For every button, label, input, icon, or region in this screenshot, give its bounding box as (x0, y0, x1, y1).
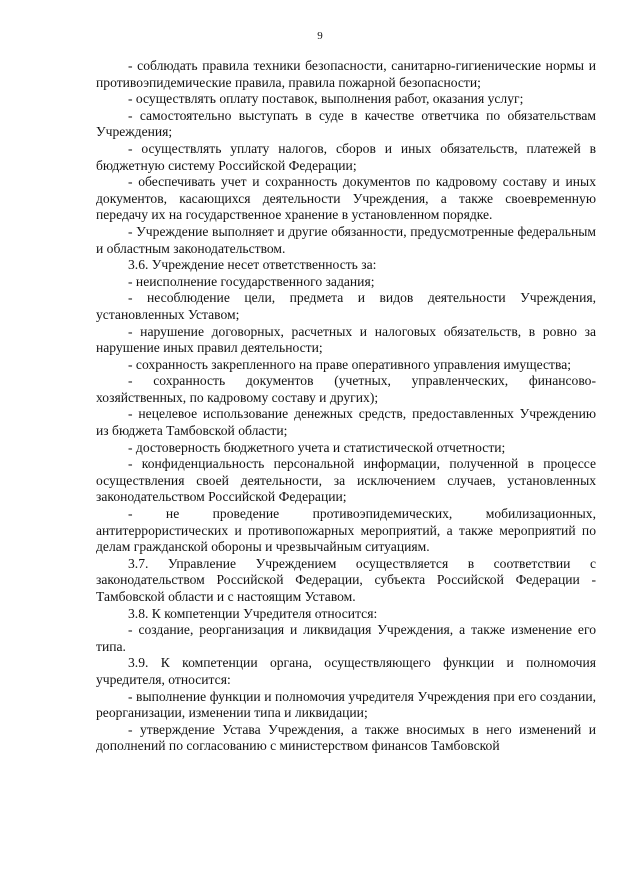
section-heading: 3.8. К компетенции Учредителя относится: (128, 605, 378, 621)
paragraph: - несоблюдение цели, предмета и видов деятельности Учреждения, установленных Уставом; (96, 290, 596, 322)
section-paragraph: 3.7. Управление Учреждением осуществляется в соответствии с законодательством Российской Федерации, субъекта Российской Федерации - Тамбовской области и с настоящим Уставом. (96, 555, 596, 604)
paragraph: - сохранность закрепленного на праве оперативного управления имущества; (128, 356, 572, 372)
paragraph: - самостоятельно выступать в суде в качестве ответчика по обязательствам Учреждения; (96, 107, 596, 140)
paragraph: - осуществлять уплату налогов, сборов и иных обязательств, платежей в бюджетную систему Российской Федерации; (96, 140, 596, 173)
paragraph: - достоверность бюджетного учета и статистической отчетности; (128, 439, 506, 455)
section-heading: 3.6. Учреждение несет ответственность за: (128, 257, 377, 273)
paragraph: - создание, реорганизация и ликвидация Учреждения, а также изменение его типа. (96, 622, 596, 654)
paragraph: - нецелевое использование денежных средств, предоставленных Учреждению из бюджета Тамбовской области; (96, 406, 596, 439)
paragraph: - утверждение Устава Учреждения, а также вносимых в него изменений и дополнений по согласованию с министерством финансов Тамбовской (96, 721, 596, 754)
paragraph: - осуществлять оплату поставок, выполнения работ, оказания услуг; (128, 91, 524, 107)
paragraph: - неисполнение государственного задания; (128, 273, 375, 289)
page-number: 9 (317, 30, 323, 42)
paragraph: - соблюдать правила техники безопасности, санитарно-гигиенические нормы и противоэпидемические правила, правила пожарной безопасности; (96, 58, 596, 90)
paragraph: - нарушение договорных, расчетных и налоговых обязательств, в ровно за нарушение иных правил деятельности; (96, 323, 596, 356)
section-heading: 3.9. К компетенции органа, осуществляющего функции и полномочия учредителя, относится: (96, 655, 596, 687)
paragraph: - обеспечивать учет и сохранность документов по кадровому составу и иных документов, касающихся деятельности Учреждения, а также своевременную передачу их на государственное хранение в установленном порядке. (96, 174, 596, 223)
paragraph: - сохранность документов (учетных, управленческих, финансово-хозяйственных, по кадровому составу и других); (96, 373, 596, 405)
paragraph: - Учреждение выполняет и другие обязанности, предусмотренные федеральным и областным законодательством. (96, 223, 596, 256)
paragraph: - выполнение функции и полномочия учредителя Учреждения при его создании, реорганизации, изменении типа и ликвидации; (96, 688, 596, 721)
paragraph: - не проведение противоэпидемических, мобилизационных, антитеррористических и противопожарных мероприятий, а также мероприятий по делам гражданской обороны и чрезвычайным ситуациям. (96, 506, 596, 555)
document-body (96, 58, 596, 755)
paragraph: - конфиденциальность персональной информации, полученной в процессе осуществления своей деятельности, за исключением случаев, установленных законодательством Российской Федерации; (96, 456, 596, 505)
